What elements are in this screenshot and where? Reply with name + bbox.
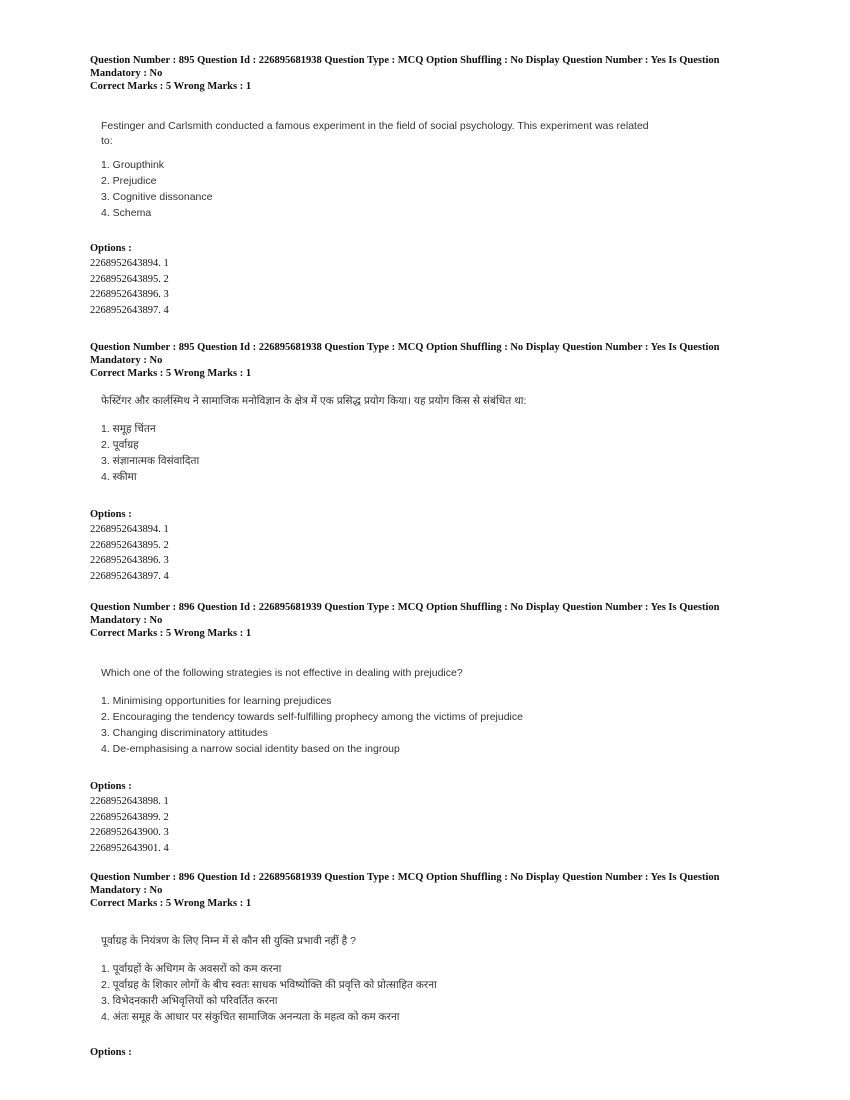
question-text: Festinger and Carlsmith conducted a famous experiment in the field of social psychology. This experiment was related: [101, 120, 649, 132]
option-line: 2268952643896. 3: [90, 289, 169, 300]
question-meta: [90, 871, 770, 910]
choice-item: 2. Prejudice: [101, 175, 157, 187]
question-block: [90, 601, 770, 856]
choice-item: 3. विभेदनकारी अभिवृत्तियों को परिवर्तित करना: [101, 995, 278, 1007]
question-meta: [90, 601, 770, 640]
choice-item: 3. संज्ञानात्मक विसंवादिता: [101, 455, 200, 467]
question-body: [90, 666, 770, 757]
options-label: Options :: [90, 243, 132, 254]
question-block: [90, 54, 770, 318]
options-section: [90, 779, 770, 856]
choice-item: 2. पूर्वाग्रह: [101, 439, 139, 451]
choice-list: [101, 961, 770, 1025]
option-line: 2268952643897. 4: [90, 304, 169, 316]
options-label: Options :: [90, 1047, 132, 1058]
choice-item: 2. पूर्वाग्रह के शिकार लोगों के बीच स्वतः साधक भविष्योक्ति की प्रवृत्ति को प्रोत्साहित करना: [101, 979, 437, 991]
question-block: [90, 341, 770, 584]
question-text: to:: [101, 135, 113, 147]
question-text: फेस्टिंगर और कार्लस्मिथ ने सामाजिक मनोविज्ञान के क्षेत्र में एक प्रसिद्ध प्रयोग किया। यह प्रयोग किस से संबंधित था:: [101, 395, 527, 407]
marks-line: Correct Marks : 5 Wrong Marks : 1: [90, 81, 252, 92]
choice-item: 4. स्कीमा: [101, 471, 137, 483]
option-line: 2268952643894. 1: [90, 524, 169, 535]
choice-list: [101, 693, 770, 757]
marks-line: Correct Marks : 5 Wrong Marks : 1: [90, 368, 252, 379]
option-line: 2268952643894. 1: [90, 258, 169, 269]
meta-line: Question Number : 896 Question Id : 226895681939 Question Type : MCQ Option Shuffling : No Display Question Number : Yes Is Question: [90, 602, 720, 613]
choice-list: [101, 157, 770, 221]
options-label: Options :: [90, 509, 132, 520]
meta-line: Question Number : 895 Question Id : 226895681938 Question Type : MCQ Option Shuffling : No Display Question Number : Yes Is Question: [90, 55, 720, 66]
meta-line: Question Number : 895 Question Id : 226895681938 Question Type : MCQ Option Shuffling : No Display Question Number : Yes Is Question: [90, 342, 720, 353]
option-line: 2268952643900. 3: [90, 827, 169, 838]
marks-line: Correct Marks : 5 Wrong Marks : 1: [90, 898, 252, 909]
option-line: 2268952643895. 2: [90, 273, 169, 285]
options-section: [90, 507, 770, 584]
choice-item: 3. Changing discriminatory attitudes: [101, 727, 268, 739]
marks-line: Correct Marks : 5 Wrong Marks : 1: [90, 628, 252, 639]
choice-item: 1. समूह चिंतन: [101, 423, 156, 435]
question-meta: [90, 54, 770, 93]
choice-item: 4. Schema: [101, 207, 152, 219]
meta-line: Mandatory : No: [90, 68, 163, 79]
choice-item: 2. Encouraging the tendency towards self-fulfilling prophecy among the victims of prejudice: [101, 711, 523, 723]
question-body: [90, 934, 770, 1025]
option-line: 2268952643897. 4: [90, 570, 169, 582]
choice-list: [101, 421, 770, 485]
question-body: [90, 119, 770, 221]
choice-item: 3. Cognitive dissonance: [101, 191, 213, 203]
option-line: 2268952643899. 2: [90, 811, 169, 823]
options-label: Options :: [90, 781, 132, 792]
choice-item: 1. Groupthink: [101, 159, 165, 171]
question-body: [90, 394, 770, 485]
question-text: Which one of the following strategies is not effective in dealing with prejudice?: [101, 667, 463, 679]
choice-item: 4. De-emphasising a narrow social identity based on the ingroup: [101, 743, 400, 755]
question-block: [90, 871, 770, 1060]
meta-line: Mandatory : No: [90, 885, 163, 896]
options-section: [90, 241, 770, 318]
option-line: 2268952643895. 2: [90, 539, 169, 551]
choice-item: 1. पूर्वाग्रहों के अधिगम के अवसरों को कम करना: [101, 963, 282, 975]
meta-line: Mandatory : No: [90, 615, 163, 626]
meta-line: Mandatory : No: [90, 355, 163, 366]
question-meta: [90, 341, 770, 380]
choice-item: 1. Minimising opportunities for learning prejudices: [101, 695, 332, 707]
option-line: 2268952643898. 1: [90, 796, 169, 807]
option-line: 2268952643896. 3: [90, 555, 169, 566]
question-text: पूर्वाग्रह के नियंत्रण के लिए निम्न में से कौन सी युक्ति प्रभावी नहीं है ?: [101, 935, 356, 947]
choice-item: 4. अंतः समूह के आधार पर संकुचित सामाजिक अनन्यता के महत्व को कम करना: [101, 1011, 400, 1023]
meta-line: Question Number : 896 Question Id : 226895681939 Question Type : MCQ Option Shuffling : No Display Question Number : Yes Is Question: [90, 872, 720, 883]
option-line: 2268952643901. 4: [90, 842, 169, 854]
options-section: [90, 1045, 770, 1060]
